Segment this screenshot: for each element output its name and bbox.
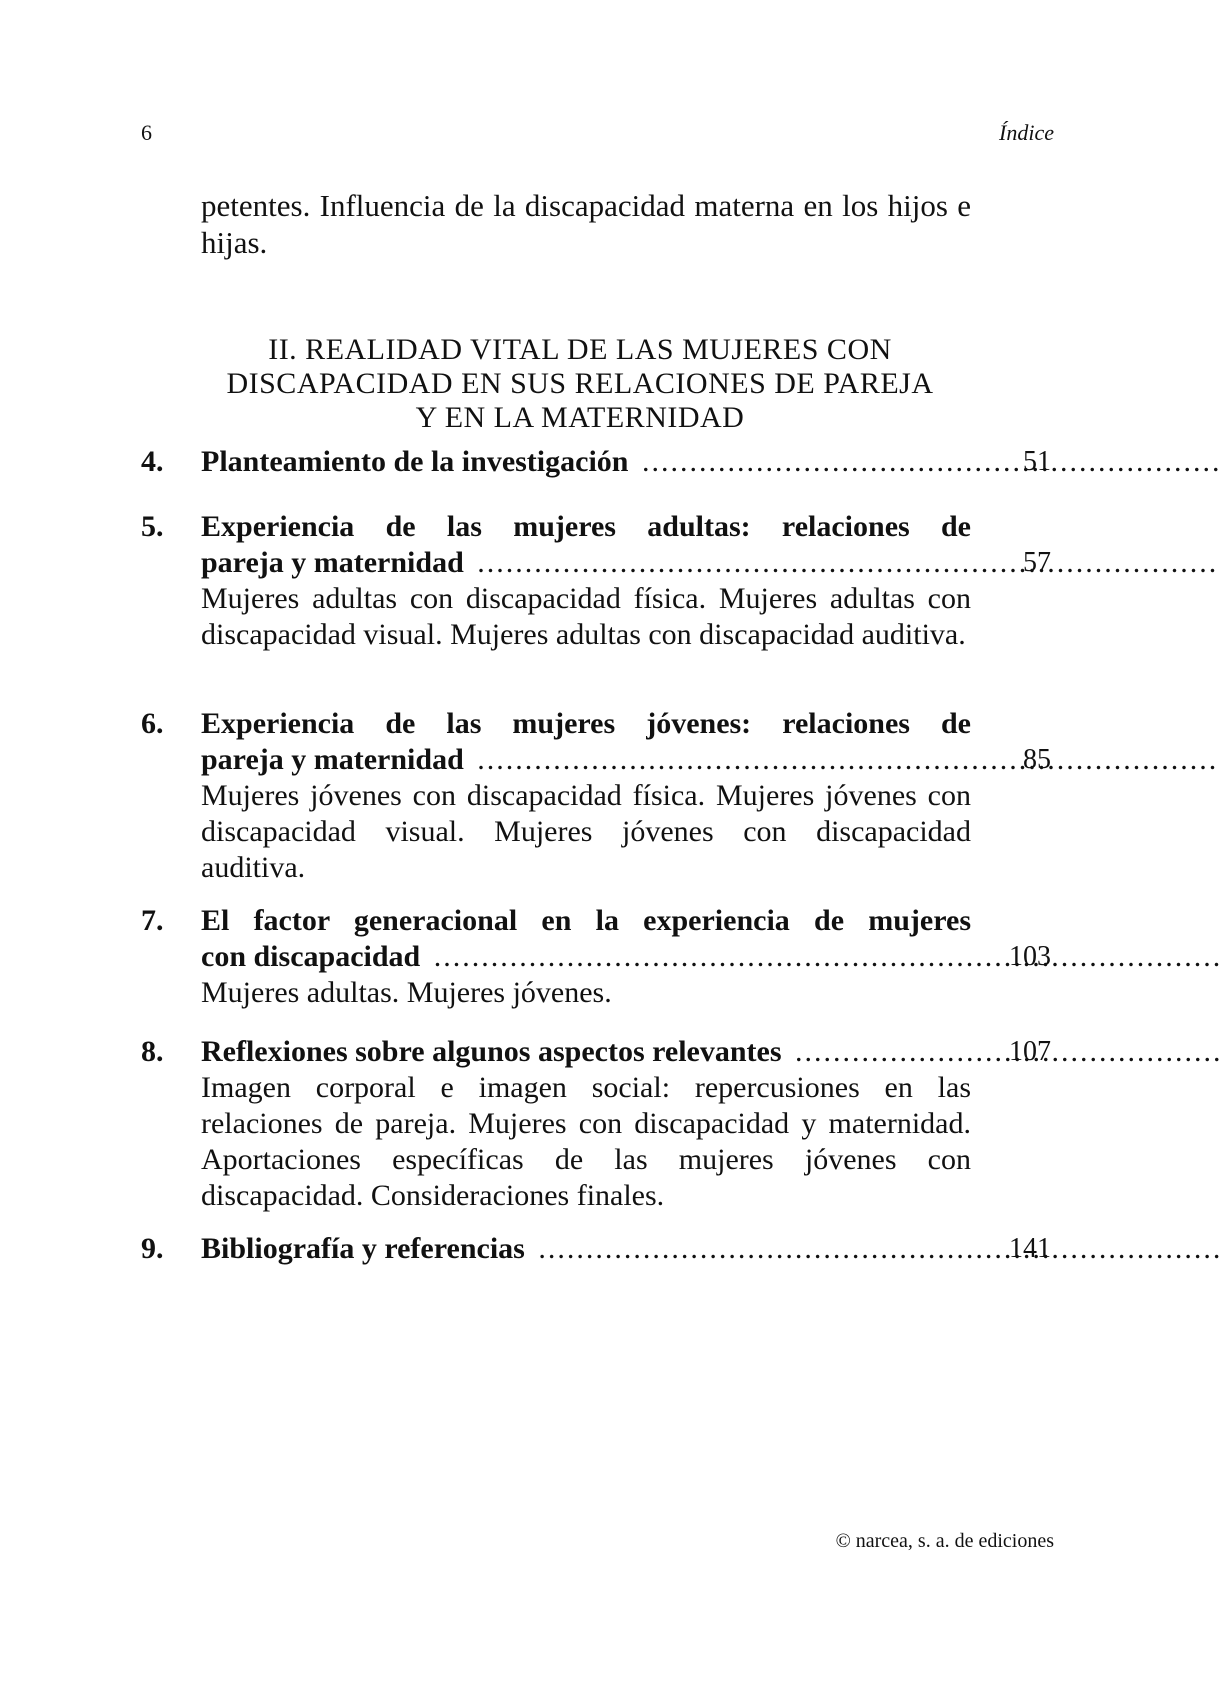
- entry-number: 9.: [141, 1232, 164, 1265]
- entry-page[interactable]: 57: [1023, 547, 1051, 578]
- part-heading: [150, 333, 1010, 435]
- page-number: 6: [141, 120, 152, 145]
- entry-number: 8.: [141, 1035, 164, 1068]
- entry-page[interactable]: 51: [1023, 446, 1051, 477]
- dot-leader: [795, 1035, 1220, 1068]
- entry-page[interactable]: 85: [1023, 744, 1051, 775]
- entry-title[interactable]: Experiencia de las mujeres adultas: relaciones de: [201, 510, 971, 543]
- entry-number: 6.: [141, 707, 164, 740]
- carryover-paragraph: petentes. Influencia de la discapacidad materna en los hijos e hijas.: [201, 188, 971, 260]
- part-heading-line: Y EN LA MATERNIDAD: [415, 401, 745, 434]
- part-heading-line: DISCAPACIDAD EN SUS RELACIONES DE PAREJA: [226, 367, 934, 400]
- dot-leader: [642, 445, 1220, 478]
- entry-title[interactable]: Planteamiento de la investigación: [201, 445, 629, 478]
- entry-description: Mujeres jóvenes con discapacidad física. Mujeres jóvenes con discapacidad visual. Mujeres jóvenes con discapacidad auditiva.: [201, 779, 971, 884]
- entry-title[interactable]: Reflexiones sobre algunos aspectos relevantes: [201, 1035, 782, 1068]
- dot-leader: [477, 546, 1220, 579]
- entry-number: 7.: [141, 904, 164, 937]
- entry-title-cont[interactable]: pareja y maternidad: [201, 743, 464, 776]
- entry-number: 4.: [141, 445, 164, 478]
- part-heading-line: II. REALIDAD VITAL DE LAS MUJERES CON: [268, 333, 892, 366]
- entry-title[interactable]: Experiencia de las mujeres jóvenes: relaciones de: [201, 707, 971, 740]
- copyright-notice: © narcea, s. a. de ediciones: [835, 1530, 1054, 1552]
- entry-title[interactable]: El factor generacional en la experiencia de mujeres: [201, 904, 971, 937]
- entry-title-cont[interactable]: pareja y maternidad: [201, 546, 464, 579]
- entry-page[interactable]: 141: [1009, 1233, 1051, 1264]
- entry-number: 5.: [141, 510, 164, 543]
- entry-description: Mujeres adultas. Mujeres jóvenes.: [201, 976, 612, 1009]
- dot-leader: [434, 940, 1220, 973]
- running-head: Índice: [999, 120, 1054, 145]
- entry-page[interactable]: 103: [1009, 941, 1051, 972]
- entry-description: Mujeres adultas con discapacidad física. Mujeres adultas con discapacidad visual. Mujeres adultas con discapacidad auditiva.: [201, 582, 971, 651]
- entry-page[interactable]: 107: [1009, 1036, 1051, 1067]
- dot-leader: [477, 743, 1220, 776]
- entry-description: Imagen corporal e imagen social: repercusiones en las relaciones de pareja. Mujeres con discapacidad y maternidad. Aportaciones específicas de las mujeres jóvenes con discapacidad. Consideraciones finales.: [201, 1071, 971, 1212]
- entry-title[interactable]: Bibliografía y referencias: [201, 1232, 525, 1265]
- entry-title-cont[interactable]: con discapacidad: [201, 940, 421, 973]
- dot-leader: [538, 1232, 1220, 1265]
